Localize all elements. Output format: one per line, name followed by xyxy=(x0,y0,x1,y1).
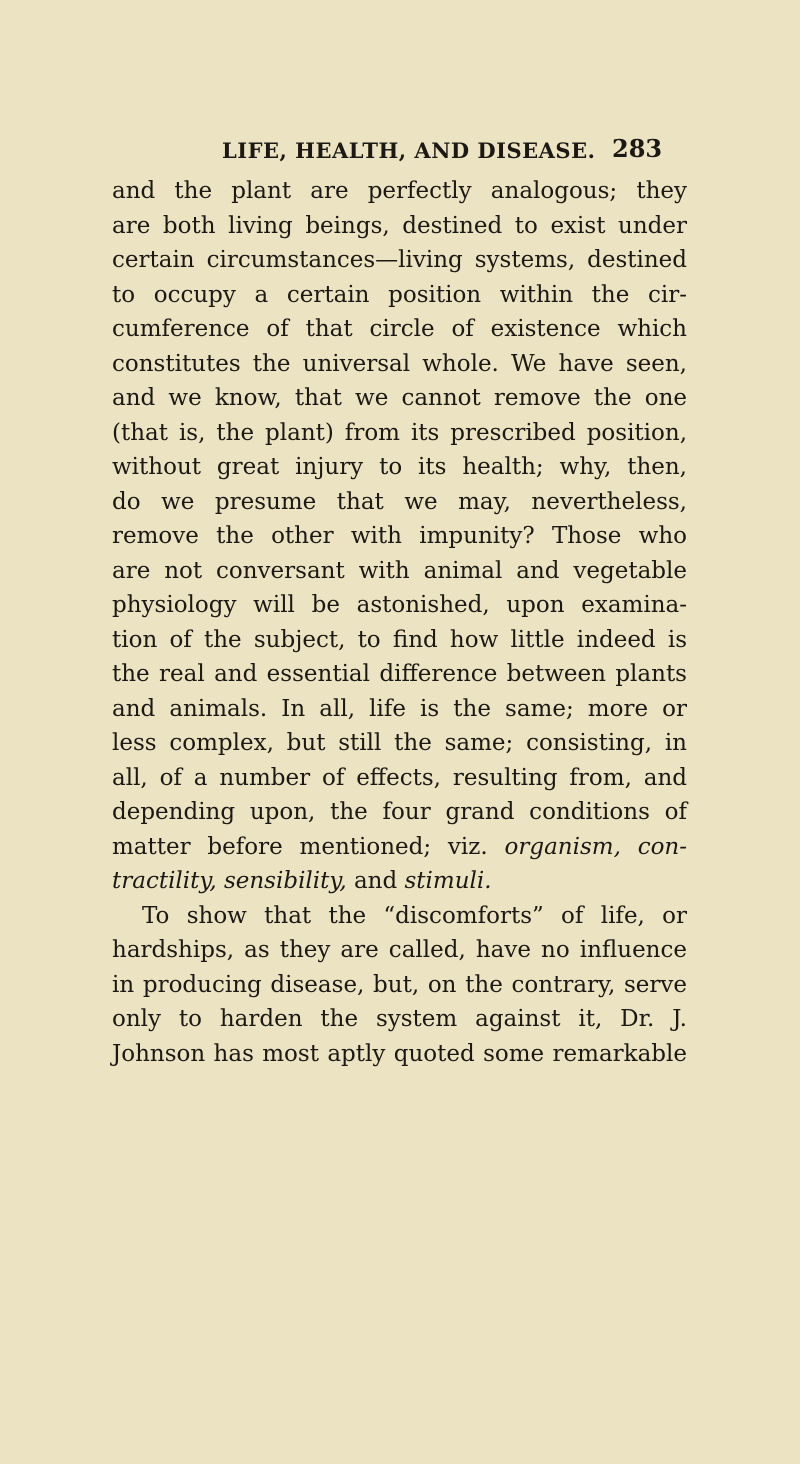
italic-term: organism, con- xyxy=(504,833,688,860)
text-line: tion of the subject, to find how little indeed is xyxy=(112,626,687,653)
text-line: constitutes the universal whole. We have seen, xyxy=(112,350,687,377)
text-line: do we presume that we may, nevertheless, xyxy=(112,488,687,515)
text-line: hardships, as they are called, have no influence xyxy=(112,937,687,963)
text-line: without great injury to its health; why, then, xyxy=(112,454,687,480)
text-line: Johnson has most aptly quoted some remarkable xyxy=(112,1040,687,1067)
italic-term: tractility, xyxy=(112,868,217,894)
body-text xyxy=(112,174,687,1071)
text-line: cumference of that circle of existence which xyxy=(112,316,687,342)
text-line: physiology will be astonished, upon examina- xyxy=(112,592,687,618)
text-line: only to harden the system against it, Dr. J. xyxy=(112,1006,687,1032)
text-line: and we know, that we cannot remove the one xyxy=(112,385,687,411)
text-line: in producing disease, but, on the contrary, serve xyxy=(112,971,687,998)
text-line: depending upon, the four grand conditions of xyxy=(112,799,687,825)
text-run: matter before mentioned; viz. xyxy=(112,833,488,860)
text-run: and xyxy=(353,868,398,894)
page-number: 283 xyxy=(612,134,663,163)
text-line: and the plant are perfectly analogous; they xyxy=(112,178,687,204)
text-line: remove the other with impunity? Those who xyxy=(112,523,687,549)
text-line-mixed xyxy=(112,830,687,865)
text-line: (that is, the plant) from its prescribed position, xyxy=(112,419,687,446)
text-line: to occupy a certain position within the cir- xyxy=(112,281,687,308)
text-line: certain circumstances—living systems, destined xyxy=(112,247,687,273)
running-head: LIFE, HEALTH, AND DISEASE. xyxy=(222,138,596,163)
text-line: less complex, but still the same; consisting, in xyxy=(112,730,687,756)
text-line: all, of a number of effects, resulting from, and xyxy=(112,764,687,791)
text-line: are both living beings, destined to exist under xyxy=(112,212,687,239)
text-line-mixed xyxy=(112,864,687,899)
text-line: the real and essential difference between plants xyxy=(112,661,687,687)
text-line: are not conversant with animal and vegetable xyxy=(112,557,687,584)
italic-term: sensibility, xyxy=(223,868,347,894)
italic-term: stimuli. xyxy=(404,868,492,894)
text-line: and animals. In all, life is the same; more or xyxy=(112,695,687,722)
text-line: To show that the “discomforts” of life, or xyxy=(142,902,687,929)
